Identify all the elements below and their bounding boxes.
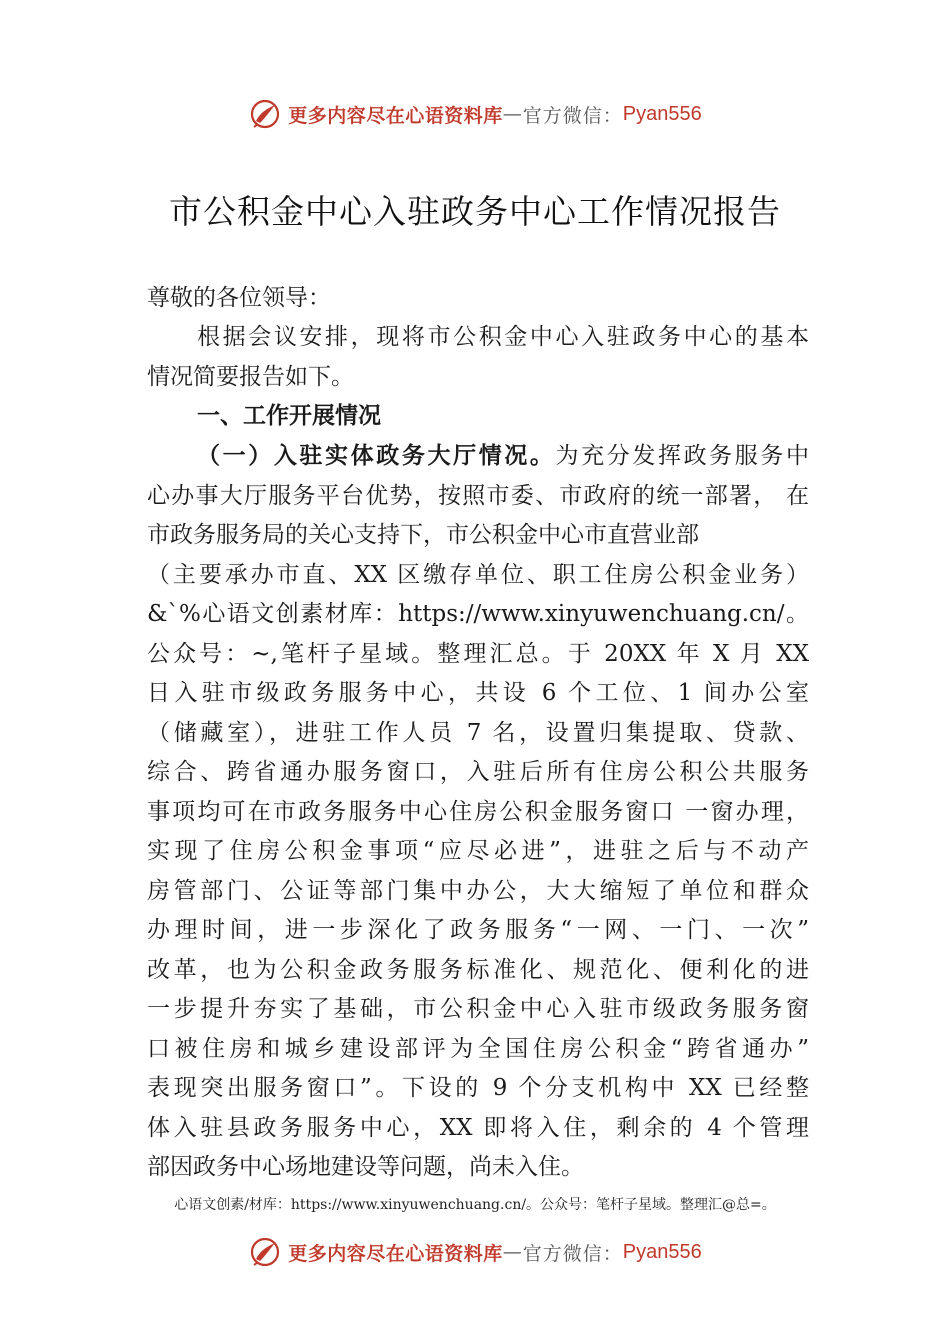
- salutation: 尊敬的各位领导：: [147, 285, 331, 311]
- paragraph-line: [197, 440, 809, 472]
- paragraph-line: （主要承办市直、XX 区缴存单位、职工住房公积金业务）: [147, 562, 809, 588]
- paragraph-line: 表现突出服务窗口”。下设的 9 个分支机构中 XX 已经整: [147, 1075, 809, 1101]
- banner-sub-text: 官方微信：: [522, 104, 623, 127]
- banner-sub-text: 官方微信：: [522, 1242, 623, 1265]
- paragraph-line: 部因政务中心场地建设等问题，尚未入住。: [147, 1154, 584, 1180]
- subsection-label: （一）入驻实体政务大厅情况。: [197, 443, 556, 469]
- banner-wechat-id: Pyan556: [622, 1240, 702, 1263]
- paragraph-line: 房管部门、公证等部门集中办公，大大缩短了单位和群众: [147, 878, 809, 904]
- paragraph-text: 为充分发挥政务服务中: [555, 443, 810, 469]
- banner-main-text: 更多内容尽在心语资料库: [288, 104, 503, 127]
- top-banner[interactable]: [0, 94, 950, 134]
- paragraph-line: 日入驻市级政务服务中心，共设 6 个工位、1 间办公室: [147, 680, 809, 706]
- paragraph-line: &`%心语文创素材库：https://www.xinyuwenchuang.cn/。: [147, 601, 809, 627]
- paragraph-line: 公众号：~,笔杆子星域。整理汇总。于 20XX 年 X 月 XX: [147, 641, 809, 667]
- document-title: 市公积金中心入驻政务中心工作情况报告: [169, 192, 781, 231]
- ink-brush-logo-icon: [248, 1235, 282, 1269]
- section-heading: 一、工作开展情况: [197, 403, 381, 429]
- intro-line-2: 情况简要报告如下。: [147, 364, 354, 390]
- banner-wechat-id: Pyan556: [622, 102, 702, 125]
- intro-line-1: 根据会议安排，现将市公积金中心入驻政务中心的基本: [197, 324, 809, 350]
- paragraph-line: 办理时间，进一步深化了政务服务“一网、一门、一次”: [147, 917, 809, 943]
- bottom-banner[interactable]: [0, 1232, 950, 1272]
- banner-dash: —: [502, 1241, 523, 1263]
- paragraph-line: 改革，也为公积金政务服务标准化、规范化、便利化的进: [147, 957, 809, 983]
- paragraph-line: 一步提升夯实了基础，市公积金中心入驻市级政务服务窗: [147, 996, 809, 1022]
- paragraph-line: 综合、跨省通办服务窗口，入驻后所有住房公积公共服务: [147, 759, 809, 785]
- banner-dash: —: [502, 103, 523, 125]
- paragraph-line: 市政务服务局的关心支持下，市公积金中心市直营业部: [147, 522, 699, 548]
- paragraph-line: （储藏室），进驻工作人员 7 名，设置归集提取、贷款、: [147, 720, 809, 746]
- paragraph-line: 心办事大厅服务平台优势，按照市委、市政府的统一部署， 在: [147, 483, 809, 509]
- footer-note: 心语文创素/材库：https://www.xinyuwenchuang.cn/。公众号：笔杆子星域。整理汇@总=。: [174, 1197, 776, 1213]
- paragraph-line: 体入驻县政务服务中心，XX 即将入住，剩余的 4 个管理: [147, 1115, 809, 1141]
- paragraph-line: 实现了住房公积金事项“应尽必进”，进驻之后与不动产: [147, 838, 809, 864]
- banner-main-text: 更多内容尽在心语资料库: [288, 1242, 503, 1265]
- paragraph-line: 口被住房和城乡建设部评为全国住房公积金“跨省通办”: [147, 1036, 809, 1062]
- ink-brush-logo-icon: [248, 97, 282, 131]
- paragraph-line: 事项均可在市政务服务中心住房公积金服务窗口 一窗办理，: [147, 799, 809, 825]
